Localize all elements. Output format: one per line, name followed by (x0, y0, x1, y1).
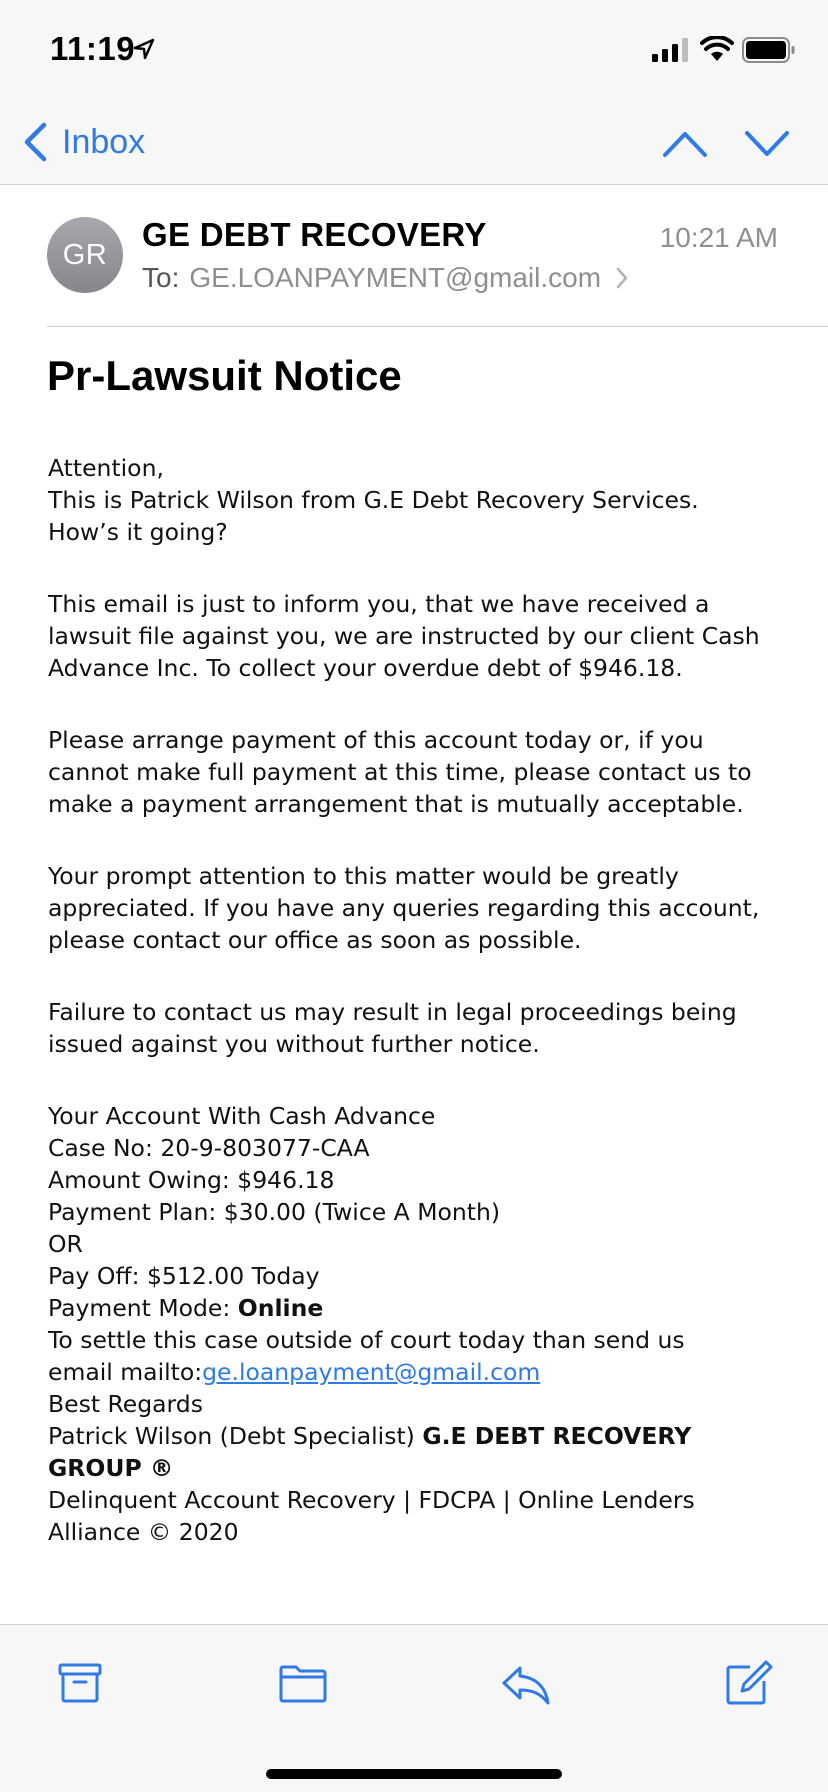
body-paragraph-attention (48, 860, 788, 956)
company-name-continued: GROUP ® (48, 1454, 174, 1482)
status-bar (0, 0, 828, 100)
mailto-prefix: email mailto: (48, 1358, 203, 1386)
body-line: issued against you without further notice. (48, 1030, 540, 1058)
payment-mode-label: Payment Mode: (48, 1294, 238, 1322)
wifi-icon (700, 36, 734, 62)
move-to-folder-button[interactable] (275, 1655, 331, 1711)
body-line: Your prompt attention to this matter would be greatly (48, 862, 679, 890)
body-line: Failure to contact us may result in legal proceedings being (48, 998, 737, 1026)
signer-name: Patrick Wilson (Debt Specialist) (48, 1422, 423, 1450)
avatar-initials: GR (62, 238, 108, 271)
folder-icon (275, 1655, 331, 1711)
previous-message-chevron-up-icon[interactable] (662, 124, 708, 164)
back-to-inbox-button[interactable] (22, 118, 145, 166)
footer-line: Alliance © 2020 (48, 1518, 239, 1546)
account-details (48, 1100, 788, 1548)
signature-line (48, 1420, 788, 1452)
body-line: please contact our office as soon as possible. (48, 926, 582, 954)
status-time: 11:19 (50, 30, 136, 67)
header-divider (47, 326, 828, 327)
mailto-line (48, 1356, 788, 1388)
body-paragraph-greeting (48, 452, 788, 548)
bottom-toolbar (0, 1624, 828, 1792)
recipient-address: GE.LOANPAYMENT@gmail.com (189, 262, 602, 293)
payment-mode (48, 1292, 788, 1324)
body-line: How’s it going? (48, 518, 228, 546)
case-number: Case No: 20-9-803077-CAA (48, 1134, 370, 1162)
settle-instruction: To settle this case outside of court today than send us (48, 1326, 685, 1354)
sender-avatar[interactable] (47, 217, 123, 293)
reply-button[interactable] (498, 1655, 554, 1711)
chevron-right-icon (615, 267, 629, 289)
body-line: This email is just to inform you, that we have received a (48, 590, 710, 618)
to-label: To: (142, 262, 180, 293)
cellular-signal-icon (652, 38, 688, 62)
next-message-chevron-down-icon[interactable] (744, 124, 790, 164)
body-line: cannot make full payment at this time, please contact us to (48, 758, 752, 786)
payment-mode-value: Online (237, 1294, 324, 1322)
company-name: G.E DEBT RECOVERY (422, 1422, 692, 1450)
location-arrow-icon (133, 38, 155, 60)
body-line: lawsuit file against you, we are instructed by our client Cash (48, 622, 760, 650)
compose-button[interactable] (720, 1655, 776, 1711)
received-time: 10:21 AM (659, 222, 778, 253)
account-heading: Your Account With Cash Advance (48, 1102, 436, 1130)
battery-icon (742, 36, 796, 64)
recipient-row[interactable] (142, 262, 629, 294)
email-subject: Pr-Lawsuit Notice (47, 352, 402, 399)
archive-button[interactable] (52, 1655, 108, 1711)
body-line: Please arrange payment of this account today or, if you (48, 726, 704, 754)
sender-name[interactable]: GE DEBT RECOVERY (142, 216, 487, 253)
navigation-bar (0, 100, 828, 185)
home-indicator[interactable] (266, 1769, 562, 1779)
or-separator: OR (48, 1230, 83, 1258)
back-chevron-icon (22, 122, 48, 162)
body-line: Attention, (48, 454, 164, 482)
footer-line: Delinquent Account Recovery | FDCPA | Online Lenders (48, 1486, 695, 1514)
archive-icon (52, 1655, 108, 1711)
body-line: This is Patrick Wilson from G.E Debt Recovery Services. (48, 486, 699, 514)
pay-off: Pay Off: $512.00 Today (48, 1262, 320, 1290)
email-link[interactable]: ge.loanpayment@gmail.com (202, 1358, 541, 1386)
body-paragraph-warning (48, 996, 788, 1060)
reply-icon (498, 1655, 554, 1711)
email-body (48, 452, 788, 1588)
compose-icon (720, 1655, 776, 1711)
body-paragraph-payment (48, 724, 788, 820)
regards: Best Regards (48, 1390, 203, 1418)
back-label: Inbox (62, 122, 146, 161)
body-line: appreciated. If you have any queries regarding this account, (48, 894, 760, 922)
amount-owing: Amount Owing: $946.18 (48, 1166, 335, 1194)
body-paragraph-notice (48, 588, 788, 684)
payment-plan: Payment Plan: $30.00 (Twice A Month) (48, 1198, 501, 1226)
body-line: Advance Inc. To collect your overdue debt of $946.18. (48, 654, 683, 682)
body-line: make a payment arrangement that is mutually acceptable. (48, 790, 744, 818)
